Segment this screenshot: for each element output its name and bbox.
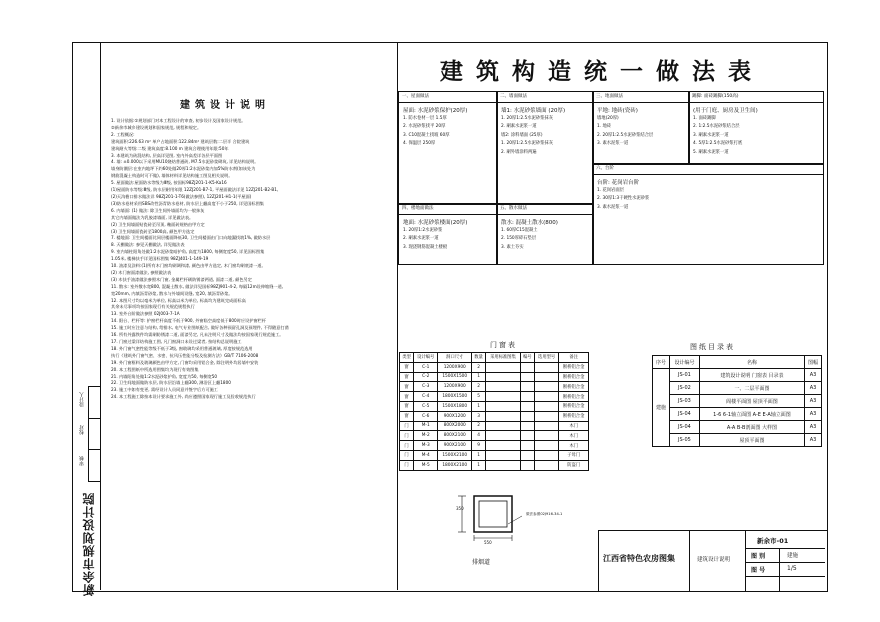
drawing-type-value: 建施 <box>787 553 799 559</box>
table-row <box>400 450 589 460</box>
design-notes-body <box>111 118 393 401</box>
table-cell <box>486 362 521 372</box>
table-cell: JS-05 <box>669 434 699 447</box>
construction-line: 墙地(20厚) <box>597 115 619 121</box>
table-cell: C-5 <box>414 401 438 411</box>
table-cell <box>486 392 521 402</box>
construction-line: 台阶: 花岗岩台阶 <box>597 180 640 186</box>
construction-line: 墙1: 水泥砂浆墙面 (20厚) <box>501 108 566 114</box>
construction-line: 3. 现浇钢筋混凝土楼板 <box>403 244 448 250</box>
construction-line: 3. 刷素水泥浆一道 <box>693 132 729 138</box>
design-note-line: 1. 设计依据:①规划部门对本工程设计的审查, 初步设计及国家设计规范。 <box>111 118 246 123</box>
construction-line: 2. 30厚1:3干硬性水泥砂浆 <box>597 196 650 201</box>
table-cell: A3 <box>805 369 822 382</box>
signature-reviewer: 审核 <box>79 456 85 466</box>
table-cell: A3 <box>805 395 822 408</box>
table-cell: C-3 <box>414 382 438 392</box>
door-table-title: 门窗表 <box>490 341 517 349</box>
table-cell <box>520 441 534 451</box>
table-cell: C-6 <box>414 411 438 421</box>
table-cell: JS-04 <box>669 421 699 434</box>
design-note-line: 宽20mm, 内填沥青砂浆, 散水与外墙间设缝, 宽20, 填沥青砂浆。 <box>111 290 233 296</box>
drawing-list-header: 序号 <box>653 356 670 369</box>
design-note-line: 4. 墙: ±0.000以下采用MU10烧结普通砖, M7.5水泥砂浆砌筑, 详见结构说明。 <box>111 159 259 165</box>
construction-header: 一、屋面做法 <box>399 92 497 103</box>
project-code: 新余市-01 <box>757 537 789 545</box>
signature-designer: 设计人 <box>79 392 85 407</box>
table-cell: 断桥铝合金 <box>559 362 589 372</box>
design-note-line: 12. 本图尺寸均以毫米为单位, 标高以米为单位, 标高均为建筑完成面标高 <box>111 297 246 303</box>
construction-line: 2. 1:2.5水泥砂浆结合层 <box>693 124 740 129</box>
drawing-list-header: 设计编号 <box>669 356 699 369</box>
table-cell <box>534 382 558 392</box>
table-cell <box>486 460 521 470</box>
design-note-line: 2. 工程概况: <box>111 131 135 137</box>
apron-construction-box <box>496 203 594 265</box>
table-cell: JS-02 <box>669 382 699 395</box>
skirting-construction-box <box>688 91 824 165</box>
table-cell: 900X1200 <box>438 411 472 421</box>
drawing-list-title: 图纸目录表 <box>690 343 735 351</box>
roof-construction-box <box>398 91 498 205</box>
design-note-line: 19. 外门窗框料及玻璃颜色由甲方定, 门窗均采用铝合金, 除注明外均居墙中安装 <box>111 359 259 365</box>
table-cell <box>486 441 521 451</box>
table-cell <box>534 392 558 402</box>
table-cell <box>486 411 521 421</box>
table-cell: 800X2000 <box>438 421 472 431</box>
table-cell <box>534 372 558 382</box>
design-note-line: 16. 所有外露铁件均需刷防锈漆二道, 面漆另定, 凡未注明尺寸及做法均按国家现行规范施工。 <box>111 332 284 338</box>
table-cell: 9 <box>472 441 486 451</box>
construction-line: 2. 水泥砂浆找平 20厚 <box>403 124 446 129</box>
table-row <box>653 421 822 434</box>
construction-header: 四、楼地面做法 <box>399 204 497 215</box>
design-note-line: 3. 本建筑为砖混结构, 层高详见图, 室内外高差详各层平面图 <box>111 152 223 158</box>
table-row <box>400 441 589 451</box>
table-cell: 1 <box>472 450 486 460</box>
table-cell: 2 <box>472 362 486 372</box>
table-row <box>400 392 589 402</box>
table-row <box>400 362 589 372</box>
construction-line: 3. 素水泥浆一道 <box>597 141 629 146</box>
design-note-line: (3) 木扶手油漆做法参照木门窗, 金属栏杆刷防锈漆两道, 面漆二道, 颜色另定 <box>111 276 252 282</box>
table-cell: 断桥铝合金 <box>559 392 589 402</box>
table-cell: M-5 <box>414 460 438 470</box>
table-cell <box>534 411 558 421</box>
table-cell: A3 <box>805 408 822 421</box>
table-cell: 1500X1800 <box>438 401 472 411</box>
design-note-line: ②新余市城乡建设规划和国家规范, 规程和规定。 <box>111 124 202 130</box>
table-row <box>653 434 822 447</box>
table-cell <box>520 431 534 441</box>
table-cell: 窗 <box>400 392 414 402</box>
construction-line: 1. 地砖 <box>597 124 612 129</box>
door-table-header: 洞口尺寸 <box>438 353 472 363</box>
table-cell <box>534 401 558 411</box>
table-cell: 1200X900 <box>438 362 472 372</box>
design-note-line: 6. 内墙面: (1) 做法: 除卫生间外墙面均为一般抹灰 <box>111 207 205 213</box>
table-row <box>653 395 822 408</box>
door-table-header: 编号 <box>520 353 534 363</box>
table-cell: M-2 <box>414 431 438 441</box>
table-cell: A3 <box>805 434 822 447</box>
design-note-line: 13. 室外台阶做法参照 02J003-7-1A <box>111 311 180 317</box>
wall-construction-box <box>496 91 594 205</box>
table-cell: 木门 <box>559 431 589 441</box>
table-row <box>653 382 822 395</box>
table-cell: 断桥铝合金 <box>559 382 589 392</box>
table-cell: C-1 <box>414 362 438 372</box>
table-cell: 2 <box>472 421 486 431</box>
design-note-line: 其余未尽事项均按国家现行有关规范规程执行 <box>111 304 195 310</box>
flue-caption: 排烟道 <box>472 559 491 566</box>
table-cell: 门 <box>400 450 414 460</box>
design-note-line: 14. 阳台、栏杆等: 护窗栏杆高度不低于900, 外窗临空高度低于800时应设护窗栏杆 <box>111 318 267 324</box>
table-cell: 1500X1500 <box>438 372 472 382</box>
drawing-type-label: 图 别 <box>751 553 766 560</box>
table-cell <box>520 421 534 431</box>
design-note-line: 执行《建筑外门窗气密、水密、抗风压性能分级及检测方法》GB/T 7106-2008 <box>111 352 259 358</box>
construction-line: 2. 刷素水泥浆一道 <box>501 124 537 129</box>
table-cell: M-4 <box>414 450 438 460</box>
construction-line: 1. 20厚1:2.5水泥砂浆抹灰 <box>501 115 554 121</box>
table-cell <box>534 450 558 460</box>
table-cell: 防盗门 <box>559 460 589 470</box>
title-block <box>598 530 827 591</box>
drawing-number-value: 1/5 <box>787 565 797 572</box>
table-cell: C-4 <box>414 392 438 402</box>
design-note-line: 8. 天棚做法: 参见天棚做法, 详见做法表 <box>111 242 185 248</box>
door-window-table <box>399 352 589 471</box>
construction-header: 六、台阶 <box>593 164 823 175</box>
table-row <box>400 401 589 411</box>
table-cell <box>534 362 558 372</box>
construction-line: 平地: 地砖(瓷砖) <box>597 108 638 114</box>
table-cell: 800X2100 <box>438 431 472 441</box>
construction-line: 1. 20厚1:2.5水泥砂浆抹灰 <box>501 141 554 146</box>
design-notes-title: 建筑设计说明 <box>180 100 270 111</box>
table-cell: 屋顶平面图 <box>699 434 804 447</box>
table-cell <box>486 421 521 431</box>
table-cell: 1 <box>472 401 486 411</box>
design-note-line: 7. 楼地面: 卫生间楼面比同层楼面降低30, 卫生间楼面由门口向地漏找坡1%, 做防水层 <box>111 235 271 241</box>
design-note-line: 18. 外门窗气密性能等级不低于3级, 窗玻璃均采用普通玻璃, 厚度按规范选用 <box>111 345 253 351</box>
design-note-line: 24. 本工程施工除按本设计要求施工外, 尚应遵照国家现行施工及验收规范执行 <box>111 394 256 400</box>
collection-name: 江西省特色农房图集 <box>603 554 675 563</box>
table-cell: 门 <box>400 460 414 470</box>
construction-header: 三、地面做法 <box>593 92 689 103</box>
door-table-header: 备注 <box>559 353 589 363</box>
construction-line: 5. 刷素水泥浆一道 <box>693 149 729 155</box>
table-cell <box>520 460 534 470</box>
table-cell: 断桥铝合金 <box>559 411 589 421</box>
drawing-group: 建施 <box>653 369 670 447</box>
design-note-line: 钢筋混凝土构造时可不做), 墙体材料详见结构施工图及相关说明。 <box>111 173 233 179</box>
design-note-line: (1)屋面防水等级:Ⅲ级, 防水层耐用年限 12ZJ201-B7-1, 平屋面做法详见 12ZJ201-B2-B1, <box>111 187 279 193</box>
table-row <box>400 411 589 421</box>
table-cell <box>486 450 521 460</box>
design-note-line: 21. 内墙阳角处做1:2水泥砂浆护角, 宽度为50, 每侧宽50 <box>111 373 218 379</box>
table-row <box>400 382 589 392</box>
table-cell: 5 <box>472 392 486 402</box>
title-block-divider <box>689 531 690 591</box>
table-row <box>400 421 589 431</box>
steps-construction-box <box>592 163 824 265</box>
table-cell: A-A B-B剖面图 大样图 <box>699 421 804 434</box>
table-cell <box>534 441 558 451</box>
table-cell: 1800X2100 <box>438 460 472 470</box>
design-note-line: (2) 木门窗面漆做法, 参照做法表 <box>111 269 172 275</box>
table-cell: 2 <box>472 382 486 392</box>
table-cell: A3 <box>805 382 822 395</box>
table-cell <box>534 431 558 441</box>
drawing-list-header: 图幅 <box>805 356 822 369</box>
construction-line: 1. 花岗岩面层 <box>597 187 624 193</box>
table-cell <box>520 401 534 411</box>
drawing-list-table <box>652 355 822 447</box>
table-cell <box>486 372 521 382</box>
table-cell <box>520 362 534 372</box>
flue-detail-drawing <box>452 486 562 556</box>
table-cell: 木门 <box>559 441 589 451</box>
construction-line: 1. 60厚C15混凝土 <box>501 227 538 233</box>
design-note-line: (3)防水卷材采用SBS改性沥青防水卷材, 防水层上翻高度不小于250, 详见国标图集 <box>111 200 264 206</box>
table-cell: 3 <box>472 411 486 421</box>
table-cell: JS-01 <box>669 369 699 382</box>
design-note-line: 22. 卫生间地面做防水层, 防水层沿墙上翻300, 淋浴区上翻1800 <box>111 380 231 386</box>
construction-line: 地面: 水泥砂浆楼面(20厚) <box>403 220 468 226</box>
drawing-number-label: 图 号 <box>751 567 766 574</box>
title-block-divider <box>745 531 746 591</box>
table-cell: 1 <box>472 372 486 382</box>
table-cell <box>520 411 534 421</box>
table-cell: 1-6 6-1轴立面图 A-E E-A轴立面图 <box>699 408 804 421</box>
title-block-divider <box>745 562 825 563</box>
construction-line: 3. 素水泥浆一道 <box>597 204 629 210</box>
table-cell <box>520 450 534 460</box>
door-table-header: 选用型号 <box>534 353 558 363</box>
construction-header: 踢脚: 面砖踢脚(150高) <box>689 92 823 103</box>
design-note-line: 20. 本工程图纸中所选用图集均为现行有效图集 <box>111 366 199 372</box>
construction-line: 2. 20厚1:2.5水泥砂浆结合层 <box>597 132 654 138</box>
table-row <box>653 408 822 421</box>
door-table-header: 类型 <box>400 353 414 363</box>
construction-line: 4. 保温层 250厚 <box>403 141 436 146</box>
table-cell: 1800X1500 <box>438 392 472 402</box>
table-cell: 门 <box>400 431 414 441</box>
table-cell: 阁楼平面图 屋顶平面图 <box>699 395 804 408</box>
design-note-line: 建筑耐火等级:二级 建筑高度:8.100 m 建筑合理使用年限:50年 <box>111 145 229 151</box>
construction-header: 五、散水做法 <box>497 204 593 215</box>
table-row <box>400 372 589 382</box>
table-cell: 窗 <box>400 372 414 382</box>
table-row <box>653 369 822 382</box>
door-table-header: 设计编号 <box>414 353 438 363</box>
table-cell: 断桥铝合金 <box>559 372 589 382</box>
table-cell <box>486 401 521 411</box>
design-note-line: 15. 施工时应注意与结构, 给排水, 电气专业图纸配合, 做好各种预留孔洞及预埋件, 不得随意打凿 <box>111 325 289 331</box>
construction-line: 散水: 混凝土散水(800) <box>501 220 558 226</box>
design-note-line: 23. 施工中如有变更, 需经设计人员同意并签字后方可施工 <box>111 387 218 393</box>
table-cell: 窗 <box>400 411 414 421</box>
table-cell: 4 <box>472 431 486 441</box>
title-block-divider <box>745 548 825 549</box>
design-note-line: 10. 油漆及涂料:(1)所有木门窗均刷调和漆, 颜色由甲方选定, 木门窗均刷底漆一道。 <box>111 263 266 269</box>
table-cell: 断桥铝合金 <box>559 401 589 411</box>
table-cell <box>486 382 521 392</box>
design-note-line: 1.05米, 楼梯扶手详见国标图集 98ZJ401-1-149-19 <box>111 256 209 262</box>
construction-line: 1. 面砖踢脚 <box>693 115 716 121</box>
table-cell: 窗 <box>400 401 414 411</box>
table-cell: 门 <box>400 441 414 451</box>
table-cell: 1500X2100 <box>438 450 472 460</box>
floor-slab-construction-box <box>398 203 498 265</box>
table-cell <box>534 460 558 470</box>
construction-line: 3. C10混凝土找坡 60厚 <box>403 132 450 138</box>
construction-line: 1. 防水卷材一层 1.5厚 <box>403 115 447 121</box>
page-title: 建筑构造统一做法表 <box>440 59 764 85</box>
table-cell: 1200X900 <box>438 382 472 392</box>
construction-line: (用于门庭、厨房及卫生间) <box>693 108 758 114</box>
signature-divider <box>88 449 100 450</box>
table-cell <box>520 392 534 402</box>
table-row <box>400 460 589 470</box>
construction-line: 墙2: 涂料墙面 (25厚) <box>501 132 543 138</box>
construction-line: 1. 20厚1:2水泥砂浆 <box>403 227 443 233</box>
table-cell: 子母门 <box>559 450 589 460</box>
table-cell: M-3 <box>414 441 438 451</box>
table-cell <box>520 382 534 392</box>
table-cell: 建筑设计说明 门窗表 目录表 <box>699 369 804 382</box>
table-cell <box>520 372 534 382</box>
flue-dim-width: 550 <box>484 540 492 545</box>
title-block-divider <box>779 548 780 591</box>
construction-line: 2. 刷素水泥浆一道 <box>403 236 439 241</box>
construction-line: 2. 150厚碎石垫层 <box>501 236 537 241</box>
table-cell: 1 <box>472 460 486 470</box>
flue-dim-height: 350 <box>456 506 464 511</box>
signature-divider <box>88 418 100 419</box>
table-cell: JS-04 <box>669 408 699 421</box>
design-note-line: (2)天沟檐口排水做法详 98ZJ201-1-T6(做法参照), 12ZJ201-H1-1(平屋面) <box>111 193 252 199</box>
design-note-line: 9. 室内墙柱阳角处做1:2水泥砂浆暗护角, 高度为1800, 每侧宽度50, 详见国标图集 <box>111 249 265 255</box>
design-note-line: 17. 门窗过梁详结构施工图, 凡门窗洞口未设过梁者, 按结构总说明施工 <box>111 339 242 344</box>
table-cell <box>486 431 521 441</box>
construction-line: 3. 素土夯实 <box>501 244 524 250</box>
signature-checker: 校对 <box>79 425 85 435</box>
table-cell: 木门 <box>559 421 589 431</box>
title-block-divider <box>745 576 825 577</box>
drawing-list-header: 名称 <box>699 356 804 369</box>
table-cell: C-2 <box>414 372 438 382</box>
design-note-line: 11. 散水: 室外散水宽800, 混凝土散水, 做法详见国标98ZJ901-4-2, 每隔12m设伸缩缝一道, <box>111 283 284 289</box>
design-note-line: 建筑面积:226.63 m² 单户占地面积:122.84m² 建筑层数:二层半 合院建筑 <box>111 138 250 144</box>
drawing-name: 建筑设计说明 <box>697 557 731 563</box>
table-cell: 窗 <box>400 382 414 392</box>
table-cell: A3 <box>805 421 822 434</box>
construction-header: 二、墙面做法 <box>497 92 593 103</box>
construction-line: 2. 刷外墙涂料两遍 <box>501 149 537 155</box>
flue-note: 做法参照02J916-34-1 <box>526 512 563 516</box>
table-cell: 900X2100 <box>438 441 472 451</box>
design-note-line: (2) 卫生间墙面贴瓷砖至吊顶, 釉面砖规格由甲方定 <box>111 221 205 227</box>
door-table-header: 数量 <box>472 353 486 363</box>
design-note-line: 其它内墙面做法为乳胶漆墙面, 详见做法表。 <box>111 214 194 220</box>
door-table-header: 采用标准图集 <box>486 353 521 363</box>
table-cell: M-1 <box>414 421 438 431</box>
institute-name: 新余市规划设计院 <box>82 492 96 596</box>
table-cell: 一、二层平面图 <box>699 382 804 395</box>
table-cell <box>534 421 558 431</box>
table-cell: 窗 <box>400 362 414 372</box>
construction-line: 4. 5厚1:2.5水泥砂浆打底 <box>693 141 743 146</box>
design-note-line: 5. 屋面做法:屋面防水等级为Ⅲ级, 按国标98ZJ201-1-K5-Ka16 <box>111 180 227 186</box>
table-cell: JS-03 <box>669 395 699 408</box>
table-row <box>400 431 589 441</box>
design-note-line: 墙身防潮层:在室内地坪下约60处做20厚1:2水泥砂浆内加5%防水剂(如该处为 <box>111 166 256 172</box>
construction-line: 屋面: 水泥砂浆保护(20厚) <box>403 108 468 114</box>
table-cell: 门 <box>400 421 414 431</box>
floor-construction-box <box>592 91 690 165</box>
design-note-line: (3) 卫生间墙面瓷砖至1800高, 颜色甲方选定 <box>111 228 195 234</box>
